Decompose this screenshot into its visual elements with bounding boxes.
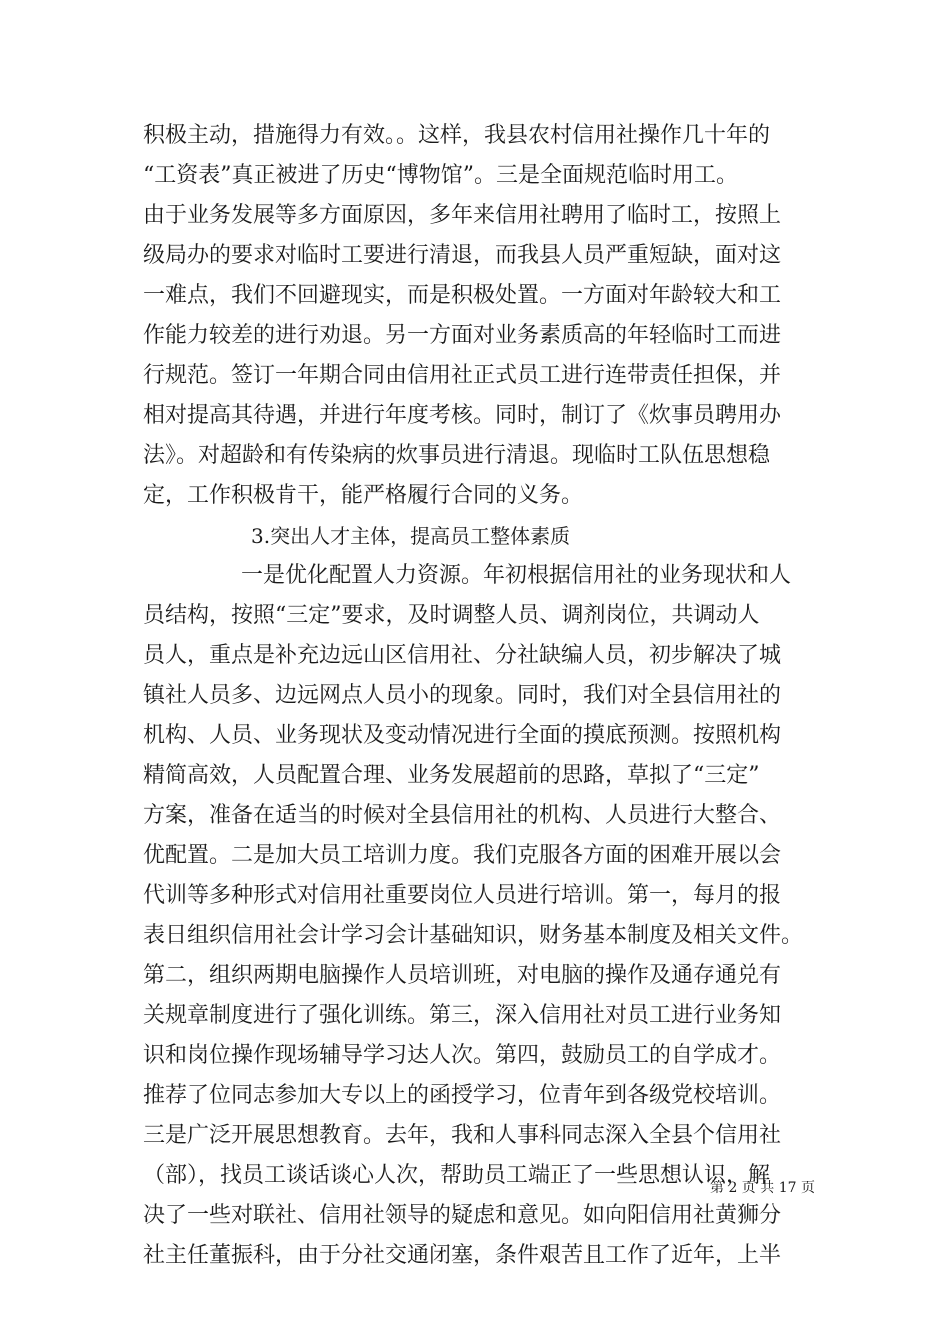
body-line: 行规范。签订一年期合同由信用社正式员工进行连带责任担保，并 <box>143 363 782 388</box>
page-number-footer: 第 2 页 共 17 页 <box>710 1180 815 1196</box>
body-line: 社主任董振科，由于分社交通闭塞，条件艰苦且工作了近年，上半 <box>143 1243 782 1268</box>
body-line: 作能力较差的进行劝退。另一方面对业务素质高的年轻临时工而进 <box>143 323 782 348</box>
body-line: 机构、人员、业务现状及变动情况进行全面的摸底预测。按照机构 <box>143 723 782 748</box>
body-line: 推荐了位同志参加大专以上的函授学习，位青年到各级党校培训。 <box>143 1083 782 1108</box>
body-line: 精简高效，人员配置合理、业务发展超前的思路，草拟了“三定” <box>143 763 760 788</box>
body-line: 优配置。二是加大员工培训力度。我们克服各方面的困难开展以会 <box>143 843 782 868</box>
body-line: 关规章制度进行了强化训练。第三，深入信用社对员工进行业务知 <box>143 1003 782 1028</box>
body-line: 员人，重点是补充边远山区信用社、分社缺编人员，初步解决了城 <box>143 643 782 668</box>
body-line: 识和岗位操作现场辅导学习达人次。第四，鼓励员工的自学成才。 <box>143 1043 782 1068</box>
body-line: 法》。对超龄和有传染病的炊事员进行清退。现临时工队伍思想稳 <box>143 443 771 468</box>
body-line: （部），找员工谈话谈心人次，帮助员工端正了一些思想认识，解 <box>143 1163 771 1188</box>
body-line: 级局办的要求对临时工要进行清退，而我县人员严重短缺，面对这 <box>143 243 782 268</box>
body-line: 三是广泛开展思想教育。去年，我和人事科同志深入全县个信用社 <box>143 1123 782 1148</box>
body-line: 定，工作积极肯干，能严格履行合同的义务。 <box>143 483 584 508</box>
body-line: 积极主动，措施得力有效。。这样，我县农村信用社操作几十年的 <box>143 123 771 148</box>
body-line: 第二，组织两期电脑操作人员培训班，对电脑的操作及通存通兑有 <box>143 963 782 988</box>
body-line: 表日组织信用社会计学习会计基础知识，财务基本制度及相关文件。 <box>143 923 804 948</box>
body-line: 员结构，按照“三定”要求，及时调整人员、调剂岗位，共调动人 <box>143 603 760 628</box>
body-line: 由于业务发展等多方面原因，多年来信用社聘用了临时工，按照上 <box>143 203 782 228</box>
body-line: 代训等多种形式对信用社重要岗位人员进行培训。第一，每月的报 <box>143 883 782 908</box>
document-body <box>143 116 823 1276</box>
body-line: 一难点，我们不回避现实，而是积极处置。一方面对年龄较大和工 <box>143 283 782 308</box>
body-line: 镇社人员多、边远网点人员小的现象。同时，我们对全县信用社的 <box>143 683 782 708</box>
body-line: 方案，准备在适当的时候对全县信用社的机构、人员进行大整合、 <box>143 803 782 828</box>
body-line: “工资表”真正被进了历史“博物馆”。三是全面规范临时用工。 <box>143 163 738 188</box>
body-line: 相对提高其待遇，并进行年度考核。同时，制订了《炊事员聘用办 <box>143 403 782 428</box>
section-heading: 3.突出人才主体，提高员工整体素质 <box>251 524 571 548</box>
body-line: 一是优化配置人力资源。年初根据信用社的业务现状和人 <box>241 563 792 588</box>
body-line: 决了一些对联社、信用社领导的疑虑和意见。如向阳信用社黄狮分 <box>143 1203 782 1228</box>
